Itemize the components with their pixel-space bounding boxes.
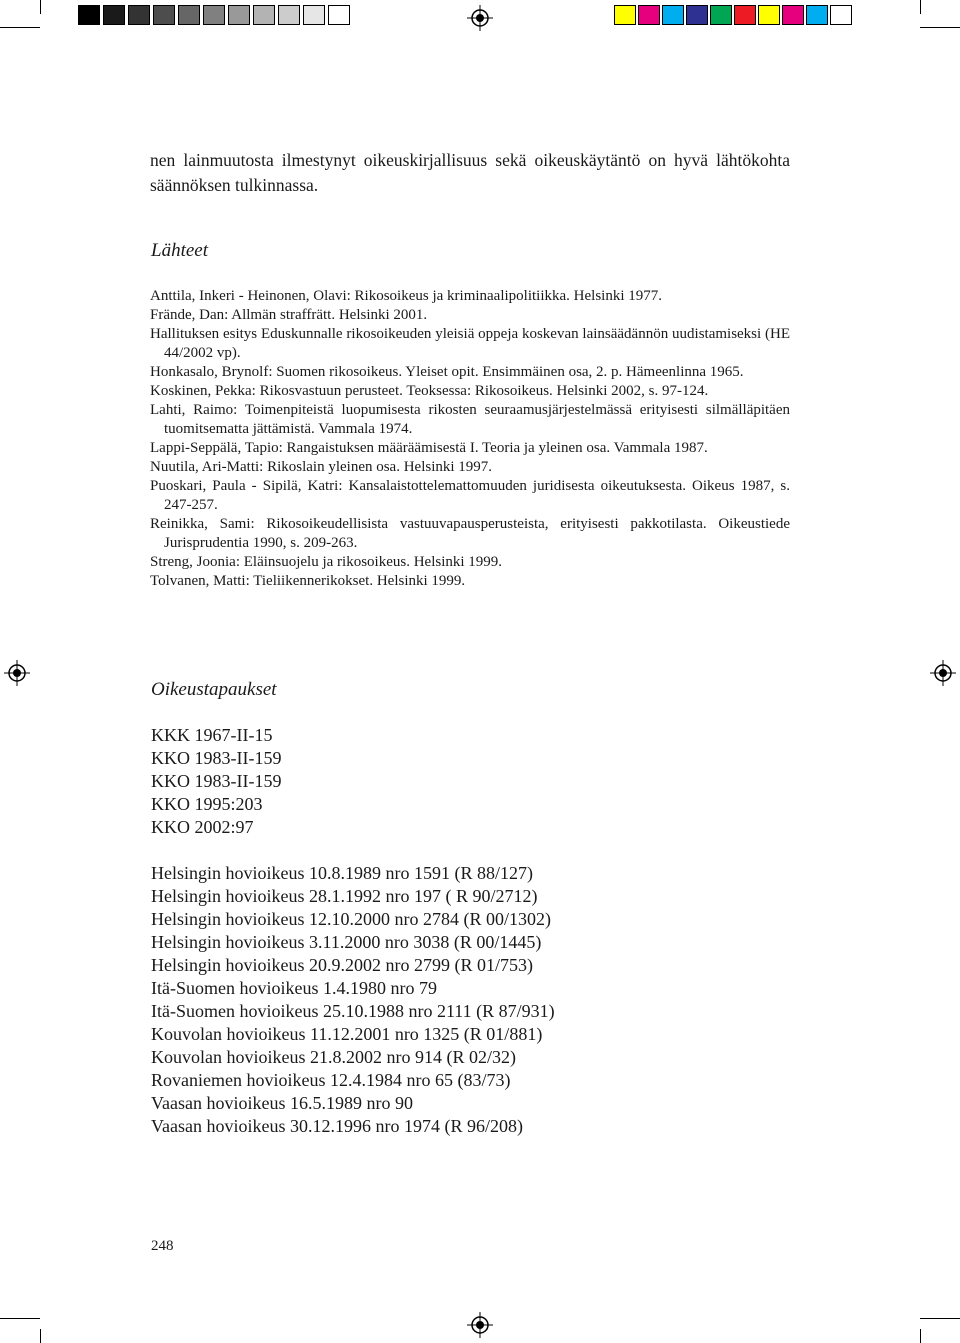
sources-heading: Lähteet	[151, 240, 208, 261]
reference-item: Lappi-Seppälä, Tapio: Rangaistuksen määräämisestä I. Teoria ja yleinen osa. Vammala 1987.	[150, 440, 708, 456]
reference-item: Streng, Joonia: Eläinsuojelu ja rikosoikeus. Helsinki 1999.	[150, 554, 503, 570]
case-item: Kouvolan hovioikeus 11.12.2001 nro 1325 (R 01/881)	[151, 1024, 543, 1044]
case-item: Itä-Suomen hovioikeus 25.10.1988 nro 2111 (R 87/931)	[151, 1001, 555, 1021]
color-bar	[614, 5, 854, 25]
color-swatch	[662, 5, 684, 25]
case-item: KKO 1983-II-159	[151, 771, 282, 791]
page-number: 248	[151, 1238, 174, 1254]
grayscale-swatch	[103, 5, 125, 25]
color-swatch	[782, 5, 804, 25]
grayscale-swatch	[203, 5, 225, 25]
grayscale-swatch	[278, 5, 300, 25]
intro-paragraph: nen lainmuutosta ilmestynyt oikeuskirjallisuus sekä oikeuskäytäntö on hyvä lähtökohta säännöksen tulkinnassa.	[150, 150, 790, 195]
reference-item: Frände, Dan: Allmän straffrätt. Helsinki 2001.	[150, 307, 428, 323]
grayscale-swatch	[328, 5, 350, 25]
case-item: Helsingin hovioikeus 20.9.2002 nro 2799 (R 01/753)	[151, 955, 533, 975]
reference-item: Honkasalo, Brynolf: Suomen rikosoikeus. Yleiset opit. Ensimmäinen osa, 2. p. Hämeenlinna 1965.	[150, 364, 744, 380]
grayscale-bar	[78, 5, 353, 25]
reference-item: Koskinen, Pekka: Rikosvastuun perusteet. Teoksessa: Rikosoikeus. Helsinki 2002, s. 97-124.	[150, 383, 709, 399]
case-item: Kouvolan hovioikeus 21.8.2002 nro 914 (R 02/32)	[151, 1047, 516, 1067]
registration-mark-icon	[467, 1312, 493, 1338]
supreme-court-cases	[151, 724, 281, 839]
color-swatch	[806, 5, 828, 25]
grayscale-swatch	[128, 5, 150, 25]
case-item: Helsingin hovioikeus 10.8.1989 nro 1591 (R 88/127)	[151, 863, 533, 883]
case-item: Vaasan hovioikeus 30.12.1996 nro 1974 (R 96/208)	[151, 1116, 523, 1136]
grayscale-swatch	[228, 5, 250, 25]
grayscale-swatch	[153, 5, 175, 25]
appeal-court-cases	[151, 862, 555, 1138]
case-item: KKK 1967-II-15	[151, 725, 273, 745]
sources-list	[150, 287, 790, 591]
reference-item: Hallituksen esitys Eduskunnalle rikosoikeuden yleisiä oppeja koskevan lainsäädännön uudistamiseksi (HE 44/2002 vp).	[150, 326, 790, 361]
color-swatch	[638, 5, 660, 25]
reference-item: Puoskari, Paula - Sipilä, Katri: Kansalaistottelemattomuuden juridisesta oikeutuksesta. Oikeus 1987, s. 247-257.	[150, 478, 790, 513]
reference-item: Reinikka, Sami: Rikosoikeudellisista vastuuvapausperusteista, erityisesti pakkotilasta. Oikeustiede Jurisprudentia 1990, s. 209-263.	[150, 516, 790, 551]
grayscale-swatch	[178, 5, 200, 25]
color-swatch	[686, 5, 708, 25]
registration-mark-icon	[4, 660, 30, 686]
color-swatch	[710, 5, 732, 25]
case-item: Helsingin hovioikeus 3.11.2000 nro 3038 (R 00/1445)	[151, 932, 542, 952]
grayscale-swatch	[78, 5, 100, 25]
color-swatch	[758, 5, 780, 25]
case-item: Rovaniemen hovioikeus 12.4.1984 nro 65 (83/73)	[151, 1070, 511, 1090]
registration-mark-icon	[930, 660, 956, 686]
cases-heading: Oikeustapaukset	[151, 679, 277, 700]
case-item: KKO 1983-II-159	[151, 748, 282, 768]
grayscale-swatch	[253, 5, 275, 25]
grayscale-swatch	[303, 5, 325, 25]
registration-mark-icon	[467, 5, 493, 31]
reference-item: Lahti, Raimo: Toimenpiteistä luopumisesta rikosten seuraamusjärjestelmässä erityisesti silmälläpitäen tuomitsematta jättämistä. Vammala 1974.	[150, 402, 790, 437]
reference-item: Anttila, Inkeri - Heinonen, Olavi: Rikosoikeus ja kriminaalipolitiikka. Helsinki 1977.	[150, 288, 662, 304]
case-item: KKO 2002:97	[151, 817, 254, 837]
reference-item: Tolvanen, Matti: Tieliikennerikokset. Helsinki 1999.	[150, 573, 466, 589]
case-item: KKO 1995:203	[151, 794, 263, 814]
color-swatch	[830, 5, 852, 25]
color-swatch	[734, 5, 756, 25]
case-item: Itä-Suomen hovioikeus 1.4.1980 nro 79	[151, 978, 437, 998]
case-item: Helsingin hovioikeus 12.10.2000 nro 2784 (R 00/1302)	[151, 909, 551, 929]
case-item: Vaasan hovioikeus 16.5.1989 nro 90	[151, 1093, 413, 1113]
color-swatch	[614, 5, 636, 25]
reference-item: Nuutila, Ari-Matti: Rikoslain yleinen osa. Helsinki 1997.	[150, 459, 493, 475]
case-item: Helsingin hovioikeus 28.1.1992 nro 197 ( R 90/2712)	[151, 886, 538, 906]
